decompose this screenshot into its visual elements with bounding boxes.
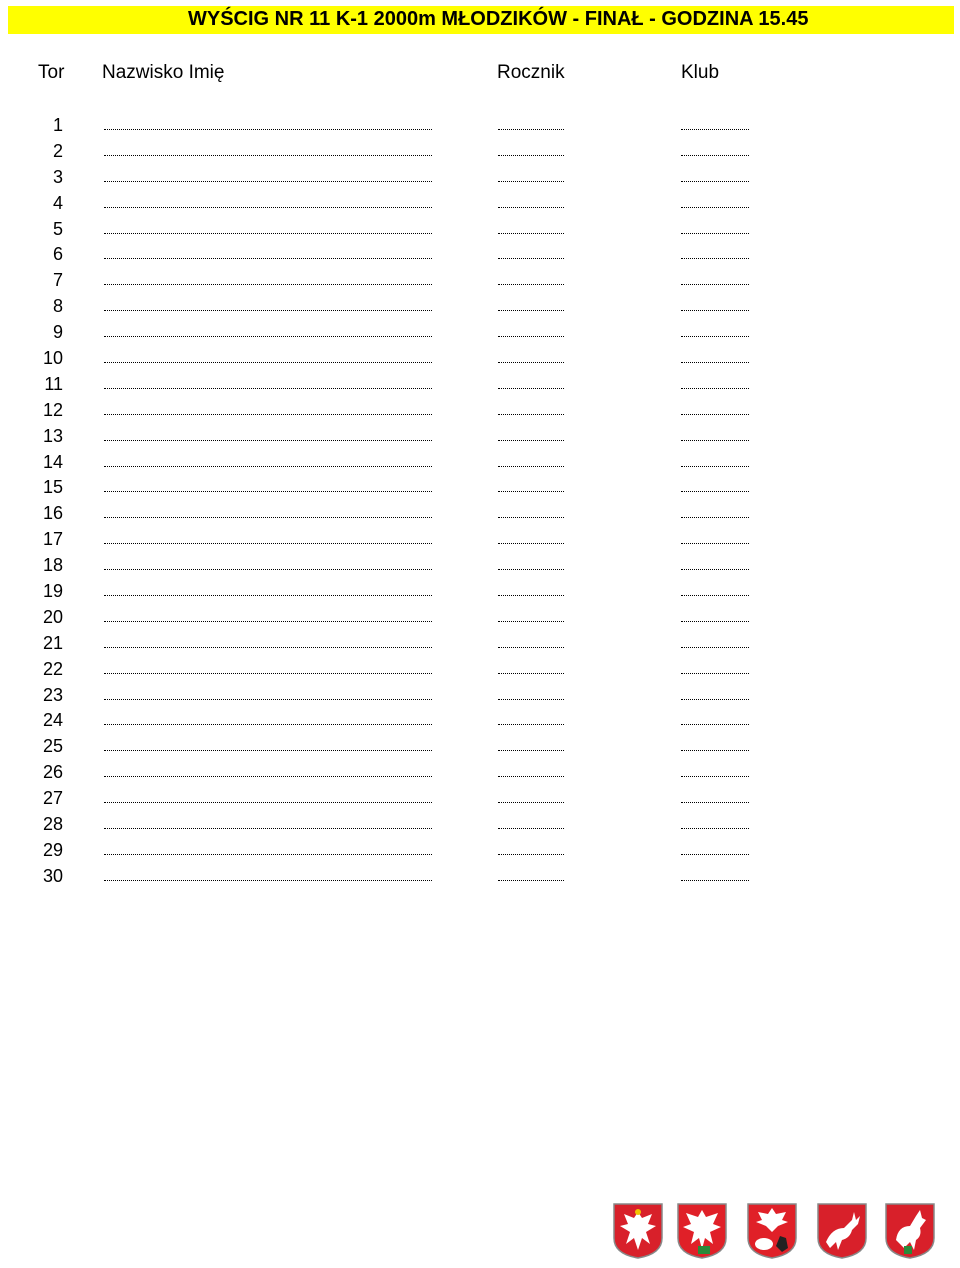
header-year: Rocznik <box>497 62 565 83</box>
title-bar <box>8 6 954 34</box>
table-row <box>0 785 960 811</box>
table-row <box>0 267 960 293</box>
club-blank <box>681 207 749 208</box>
table-row <box>0 449 960 475</box>
name-blank <box>104 491 432 492</box>
club-blank <box>681 647 749 648</box>
year-blank <box>498 155 564 156</box>
year-blank <box>498 724 564 725</box>
club-blank <box>681 724 749 725</box>
club-blank <box>681 828 749 829</box>
lane-number: 24 <box>42 710 63 731</box>
club-blank <box>681 155 749 156</box>
table-row <box>0 423 960 449</box>
club-blank <box>681 440 749 441</box>
lane-number: 15 <box>42 477 63 498</box>
lane-number: 12 <box>42 399 63 420</box>
lane-number: 19 <box>42 581 63 602</box>
year-blank <box>498 388 564 389</box>
table-row <box>0 500 960 526</box>
year-blank <box>498 233 564 234</box>
name-blank <box>104 647 432 648</box>
white-eagle-crest-icon <box>676 1202 728 1260</box>
name-blank <box>104 776 432 777</box>
year-blank <box>498 181 564 182</box>
table-row <box>0 863 960 889</box>
table-row <box>0 526 960 552</box>
year-blank <box>498 569 564 570</box>
table-row <box>0 345 960 371</box>
lane-number: 22 <box>42 658 63 679</box>
lane-number: 6 <box>52 244 63 265</box>
lane-number: 29 <box>42 839 63 860</box>
name-blank <box>104 129 432 130</box>
club-blank <box>681 854 749 855</box>
lane-number: 13 <box>42 425 63 446</box>
table-row <box>0 578 960 604</box>
name-blank <box>104 724 432 725</box>
name-blank <box>104 414 432 415</box>
lane-number: 26 <box>42 762 63 783</box>
lane-number: 30 <box>42 865 63 886</box>
year-blank <box>498 517 564 518</box>
club-blank <box>681 129 749 130</box>
year-blank <box>498 284 564 285</box>
year-blank <box>498 466 564 467</box>
club-blank <box>681 284 749 285</box>
table-row <box>0 552 960 578</box>
club-blank <box>681 310 749 311</box>
lane-number: 7 <box>52 270 63 291</box>
name-blank <box>104 207 432 208</box>
table-row <box>0 656 960 682</box>
lane-number: 21 <box>42 632 63 653</box>
name-blank <box>104 466 432 467</box>
name-blank <box>104 181 432 182</box>
club-blank <box>681 258 749 259</box>
table-row <box>0 733 960 759</box>
club-blank <box>681 750 749 751</box>
year-blank <box>498 750 564 751</box>
lane-number: 16 <box>42 503 63 524</box>
club-blank <box>681 776 749 777</box>
name-blank <box>104 854 432 855</box>
lane-number: 1 <box>52 115 63 135</box>
club-blank <box>681 569 749 570</box>
year-blank <box>498 258 564 259</box>
white-eagle-crest-icon <box>612 1202 664 1260</box>
year-blank <box>498 776 564 777</box>
club-blank <box>681 362 749 363</box>
eagle-and-bison-crest-icon <box>746 1202 798 1260</box>
club-blank <box>681 414 749 415</box>
year-blank <box>498 414 564 415</box>
club-blank <box>681 388 749 389</box>
year-blank <box>498 362 564 363</box>
year-blank <box>498 673 564 674</box>
table-row <box>0 759 960 785</box>
lane-number: 3 <box>52 166 63 187</box>
table-row <box>0 241 960 267</box>
name-blank <box>104 258 432 259</box>
table-row <box>0 397 960 423</box>
year-blank <box>498 491 564 492</box>
lane-number: 9 <box>52 322 63 343</box>
table-row <box>0 630 960 656</box>
lane-number: 2 <box>52 140 63 161</box>
lane-number: 17 <box>42 529 63 550</box>
page-title: WYŚCIG NR 11 K-1 2000m MŁODZIKÓW - FINAŁ - GODZINA 15.45 <box>188 8 809 30</box>
year-blank <box>498 595 564 596</box>
name-blank <box>104 336 432 337</box>
lane-number: 8 <box>52 296 63 317</box>
lane-number: 23 <box>42 684 63 705</box>
lane-number: 10 <box>42 348 63 369</box>
table-row <box>0 164 960 190</box>
club-blank <box>681 673 749 674</box>
table-row <box>0 682 960 708</box>
header-club: Klub <box>681 62 720 83</box>
name-blank <box>104 310 432 311</box>
club-blank <box>681 699 749 700</box>
club-blank <box>681 181 749 182</box>
name-blank <box>104 699 432 700</box>
club-blank <box>681 880 749 881</box>
year-blank <box>498 440 564 441</box>
club-blank <box>681 336 749 337</box>
white-goat-crest-icon <box>884 1202 936 1260</box>
table-row <box>0 837 960 863</box>
name-blank <box>104 750 432 751</box>
table-row <box>0 319 960 345</box>
name-blank <box>104 673 432 674</box>
year-blank <box>498 621 564 622</box>
name-blank <box>104 517 432 518</box>
year-blank <box>498 207 564 208</box>
lane-number: 18 <box>42 555 63 576</box>
year-blank <box>498 802 564 803</box>
year-blank <box>498 336 564 337</box>
lane-number: 25 <box>42 736 63 757</box>
table-row <box>0 216 960 242</box>
club-blank <box>681 517 749 518</box>
lane-number: 14 <box>42 451 63 472</box>
club-blank <box>681 543 749 544</box>
club-blank <box>681 491 749 492</box>
table-row <box>0 138 960 164</box>
table-row <box>0 707 960 733</box>
year-blank <box>498 543 564 544</box>
club-blank <box>681 466 749 467</box>
lane-number: 11 <box>44 373 63 394</box>
lane-number: 27 <box>42 788 63 809</box>
club-blank <box>681 233 749 234</box>
lane-number: 20 <box>42 606 63 627</box>
year-blank <box>498 310 564 311</box>
club-blank <box>681 621 749 622</box>
entry-list <box>0 112 960 889</box>
header-name: Nazwisko Imię <box>102 62 225 83</box>
year-blank <box>498 699 564 700</box>
table-row <box>0 190 960 216</box>
name-blank <box>104 621 432 622</box>
year-blank <box>498 854 564 855</box>
club-blank <box>681 802 749 803</box>
year-blank <box>498 129 564 130</box>
name-blank <box>104 362 432 363</box>
name-blank <box>104 802 432 803</box>
name-blank <box>104 880 432 881</box>
year-blank <box>498 880 564 881</box>
year-blank <box>498 828 564 829</box>
name-blank <box>104 569 432 570</box>
lane-number: 28 <box>42 814 63 835</box>
name-blank <box>104 388 432 389</box>
table-row <box>0 371 960 397</box>
name-blank <box>104 543 432 544</box>
year-blank <box>498 647 564 648</box>
club-blank <box>681 595 749 596</box>
name-blank <box>104 828 432 829</box>
header-lane: Tor <box>38 62 65 83</box>
lane-number: 4 <box>52 192 63 213</box>
name-blank <box>104 440 432 441</box>
table-row <box>0 112 960 138</box>
table-row <box>0 293 960 319</box>
leaping-deer-crest-icon <box>816 1202 868 1260</box>
name-blank <box>104 233 432 234</box>
name-blank <box>104 595 432 596</box>
table-row <box>0 604 960 630</box>
name-blank <box>104 155 432 156</box>
table-row <box>0 474 960 500</box>
table-row <box>0 811 960 837</box>
name-blank <box>104 284 432 285</box>
lane-number: 5 <box>52 218 63 239</box>
